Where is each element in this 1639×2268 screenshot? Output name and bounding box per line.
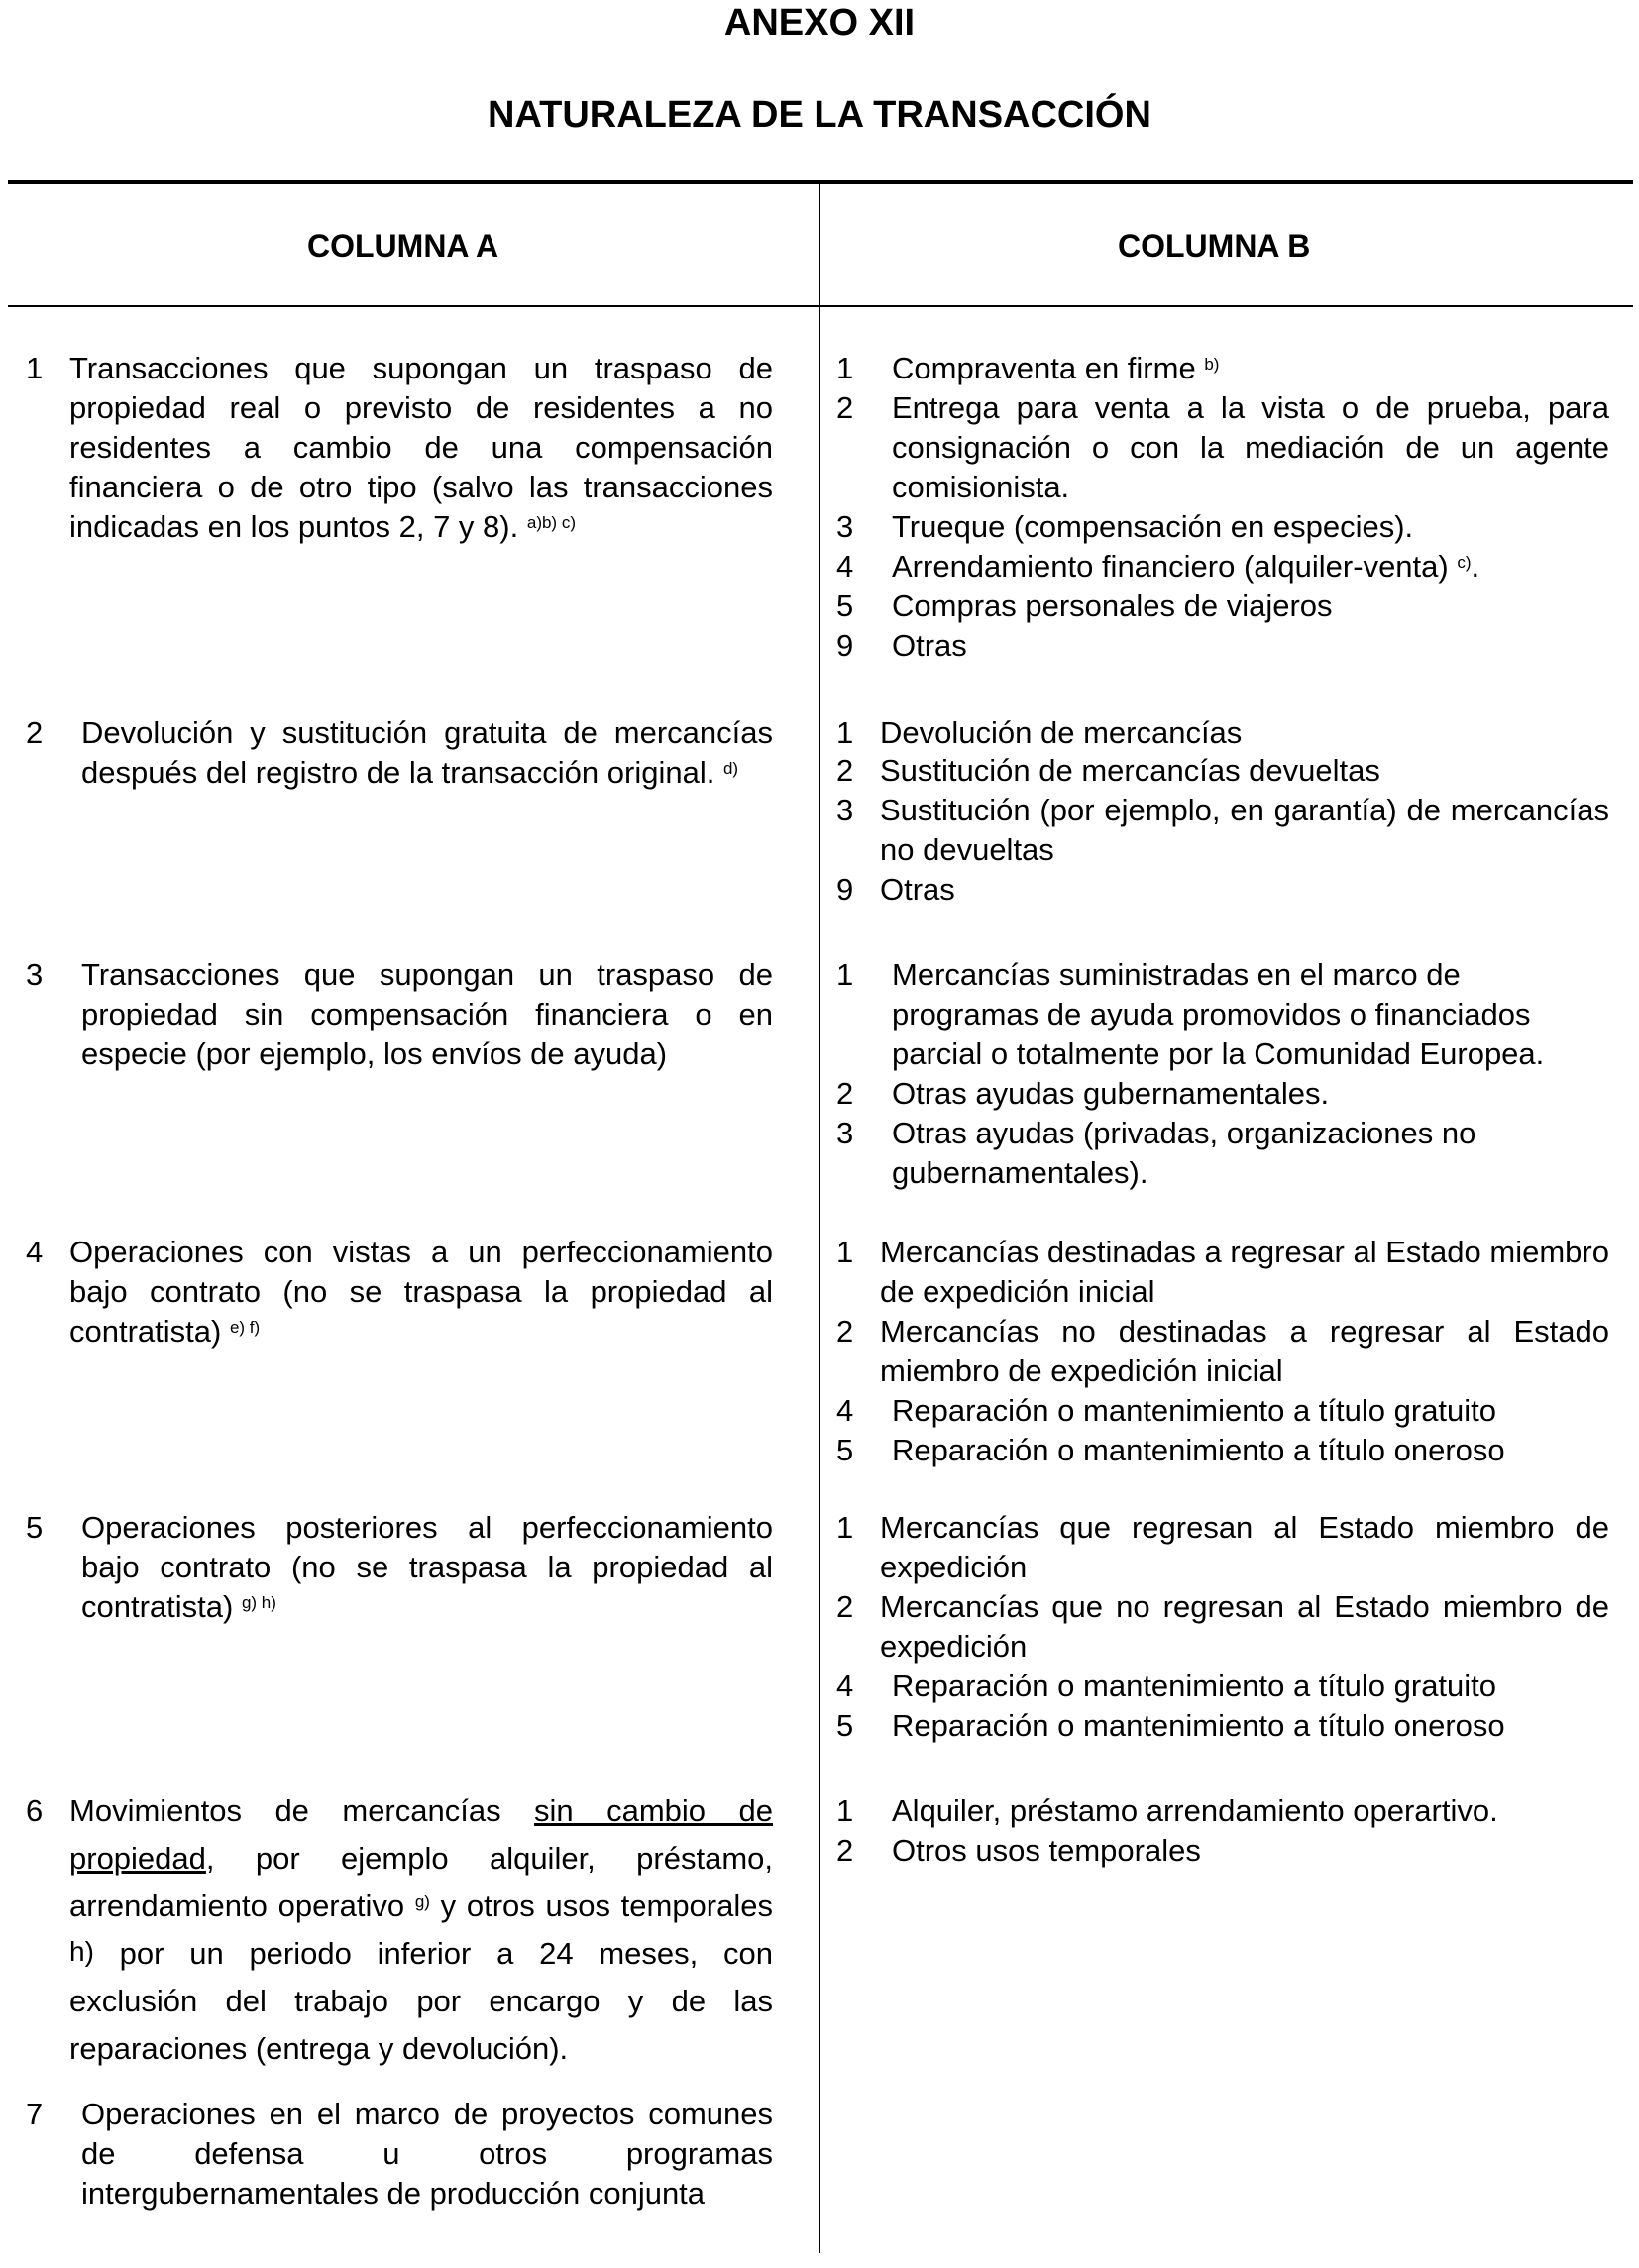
column-b-item: 5 Reparación o mantenimiento a título oneroso — [836, 1433, 1505, 1467]
column-b-item: 2 Mercancías que no regresan al Estado miembro de expedición — [836, 1589, 1609, 1664]
column-b-item: 5 Compras personales de viajeros — [836, 589, 1333, 623]
section-number: 1 — [26, 351, 44, 385]
column-b-item: 2 Otros usos temporales — [836, 1833, 1201, 1868]
section-number: 4 — [26, 1235, 44, 1269]
table-top-rule — [8, 180, 1633, 184]
column-b-heading: COLUMNA B — [1118, 228, 1311, 264]
column-b-item: 1 Alquiler, préstamo arrendamiento operartivo. — [836, 1793, 1498, 1828]
column-a-description: Transacciones que supongan un traspaso de propiedad sin compensación financiera o en especie (por ejemplo, los envíos de ayuda) — [81, 957, 773, 1071]
column-b-item: 1 Mercancías que regresan al Estado miembro de expedición — [836, 1510, 1609, 1584]
column-a-description: Operaciones en el marco de proyectos comunes de defensa u otros programas intergubernamentales de producción conjunta — [81, 2097, 773, 2211]
column-b-item: 2 Otras ayudas gubernamentales. — [836, 1076, 1330, 1111]
column-b-item: 4 Reparación o mantenimiento a título gratuito — [836, 1393, 1497, 1428]
column-b-item: 9 Otras — [836, 628, 967, 663]
section-number: 5 — [26, 1510, 44, 1545]
column-b-item: 1 Devolución de mercancías — [836, 715, 1243, 750]
column-b-item: 1 Mercancías destinadas a regresar al Estado miembro de expedición inicial — [836, 1235, 1609, 1309]
column-a-heading: COLUMNA A — [307, 228, 499, 264]
column-b-item: 1 Mercancías suministradas en el marco de programas de ayuda promovidos o financiados parcial o totalmente por la Comunidad Europea. — [836, 957, 1545, 1071]
column-b-item: 2 Mercancías no destinadas a regresar al Estado miembro de expedición inicial — [836, 1314, 1609, 1388]
column-b-item: 5 Reparación o mantenimiento a título oneroso — [836, 1708, 1505, 1743]
annex-title: ANEXO XII — [723, 2, 916, 44]
column-b-item: 9 Otras — [836, 872, 955, 907]
column-a-description: Operaciones posteriores al perfeccionamiento bajo contrato (no se traspasa la propiedad al contratista) $^{g) h)}$ — [81, 1510, 773, 1624]
column-a-description: Operaciones con vistas a un perfeccionamiento bajo contrato (no se traspasa la propiedad al contratista) $^{e) f)}$ — [69, 1235, 773, 1349]
section-number: 3 — [26, 957, 44, 992]
column-b-item: 1 Compraventa en firme $^{b)}$ — [836, 351, 1220, 385]
underlined-phrase: sin cambio de propiedad — [69, 1793, 773, 1876]
column-a-description: Movimientos de mercancías sin cambio de propiedad, por ejemplo alquiler, préstamo, arrendamiento operativo $^{g)}$ y otros usos temporales $^{h)}$ por un periodo inferior a 24 meses, con exclusión del trabajo por encargo y de las reparaciones (entrega y devolución). — [69, 1793, 773, 2066]
section-number: 6 — [26, 1793, 44, 1828]
column-b-item: 3 Otras ayudas (privadas, organizaciones no gubernamentales). — [836, 1116, 1476, 1190]
annex-subtitle: NATURALEZA DE LA TRANSACCIÓN — [488, 94, 1151, 136]
column-a-description: Transacciones que supongan un traspaso de propiedad real o previsto de residentes a no residentes a cambio de una compensación financiera o de otro tipo (salvo las transacciones indicadas en los puntos 2, 7 y 8). $^{a)b) c)}$ — [69, 351, 773, 544]
header-rule — [8, 305, 1633, 307]
column-divider — [819, 182, 820, 2253]
column-b-item: 2 Entrega para venta a la vista o de prueba, para consignación o con la mediación de un agente comisionista. — [836, 390, 1609, 504]
section-number: 7 — [26, 2097, 44, 2131]
column-b-item: 2 Sustitución de mercancías devueltas — [836, 753, 1380, 788]
column-b-item: 4 Arrendamiento financiero (alquiler-venta) $^{c)}$. — [836, 549, 1480, 584]
column-b-item: 3 Sustitución (por ejemplo, en garantía) de mercancías no devueltas — [836, 793, 1609, 867]
column-a-description: Devolución y sustitución gratuita de mercancías después del registro de la transacción original. $^{d)}$ — [81, 715, 773, 790]
column-b-item: 4 Reparación o mantenimiento a título gratuito — [836, 1669, 1497, 1703]
section-number: 2 — [26, 715, 44, 750]
column-b-item: 3 Trueque (compensación en especies). — [836, 509, 1414, 544]
